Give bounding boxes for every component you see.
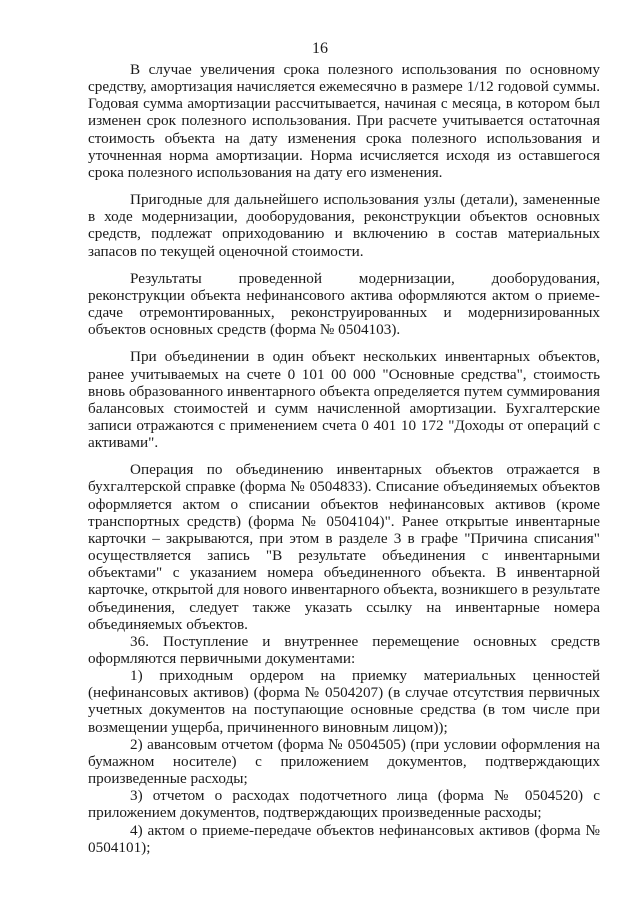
paragraph-amortization-term-increase: В случае увеличения срока полезного использования по основному средству, амортизация начисляется ежемесячно в размере 1/12 годовой суммы. Годовая сумма амортизации рассчитывается, начиная с месяца, в котором был изменен срок полезного использования. При расчете учитывается остаточная стоимость объекта на дату изменения срока полезного использования и уточненная норма амортизации. Норма исчисляется исходя из оставшегося срока полезного использования на дату его изменения. [88, 61, 600, 181]
paragraph-replaced-parts: Пригодные для дальнейшего использования узлы (детали), замененные в ходе модернизации, дооборудования, реконструкции объектов основных средств, подлежат оприходованию и включению в состав материальных запасов по текущей оценочной стоимости. [88, 191, 600, 260]
list-item-2: 2) авансовым отчетом (форма № 0504505) (при условии оформления на бумажном носителе) с приложением документов, подтверждающих произведенные расходы; [88, 735, 600, 788]
paragraph-item-36: 36. Поступление и внутреннее перемещение основных средств оформляются первичными документами: [88, 632, 600, 667]
list-item-1: 1) приходным ордером на приемку материальных ценностей (нефинансовых активов) (форма № 0504207) (в случае отсутствия первичных учетных документов на поступающие основные средства (в том числе при возмещении ущерба, причиненного виновным лицом)); [88, 667, 600, 736]
paragraph-object-merging: При объединении в один объект нескольких инвентарных объектов, ранее учитываемых на счете 0 101 00 000 "Основные средства", стоимость вновь образованного инвентарного объекта определяется путем суммирования балансовых стоимостей и сумм начисленной амортизации. Бухгалтерские записи отражаются с применением счета 0 401 10 172 "Доходы от операций с активами". [88, 348, 600, 452]
document-body [88, 61, 600, 856]
list-item-4: 4) актом о приеме-передаче объектов нефинансовых активов (форма № 0504101); [88, 821, 600, 856]
paragraph-modernization-results: Результаты проведенной модернизации, дооборудования, реконструкции объекта нефинансового актива оформляются актом о приеме-сдаче отремонтированных, реконструированных и модернизированных объектов основных средств (форма № 0504103). [88, 269, 600, 339]
list-item-3: 3) отчетом о расходах подотчетного лица (форма № 0504520) с приложением документов, подтверждающих произведенные расходы; [88, 787, 600, 822]
paragraph-merging-operation: Операция по объединению инвентарных объектов отражается в бухгалтерской справке (форма № 0504833). Списание объединяемых объектов оформляется актом о списании объектов нефинансовых активов (кроме транспортных средств) (форма № 0504104)". Ранее открытые инвентарные карточки – закрываются, при этом в разделе 3 в графе "Причина списания" осуществляется запись "В результате объединения с инвентарными объектами" с указанием номера объединенного объекта. В инвентарной карточке, открытой для нового инвентарного объекта, возникшего в результате объединения, следует также указать ссылку на инвентарные номера объединяемых объектов. [88, 461, 600, 633]
page-number: 16 [312, 40, 328, 57]
